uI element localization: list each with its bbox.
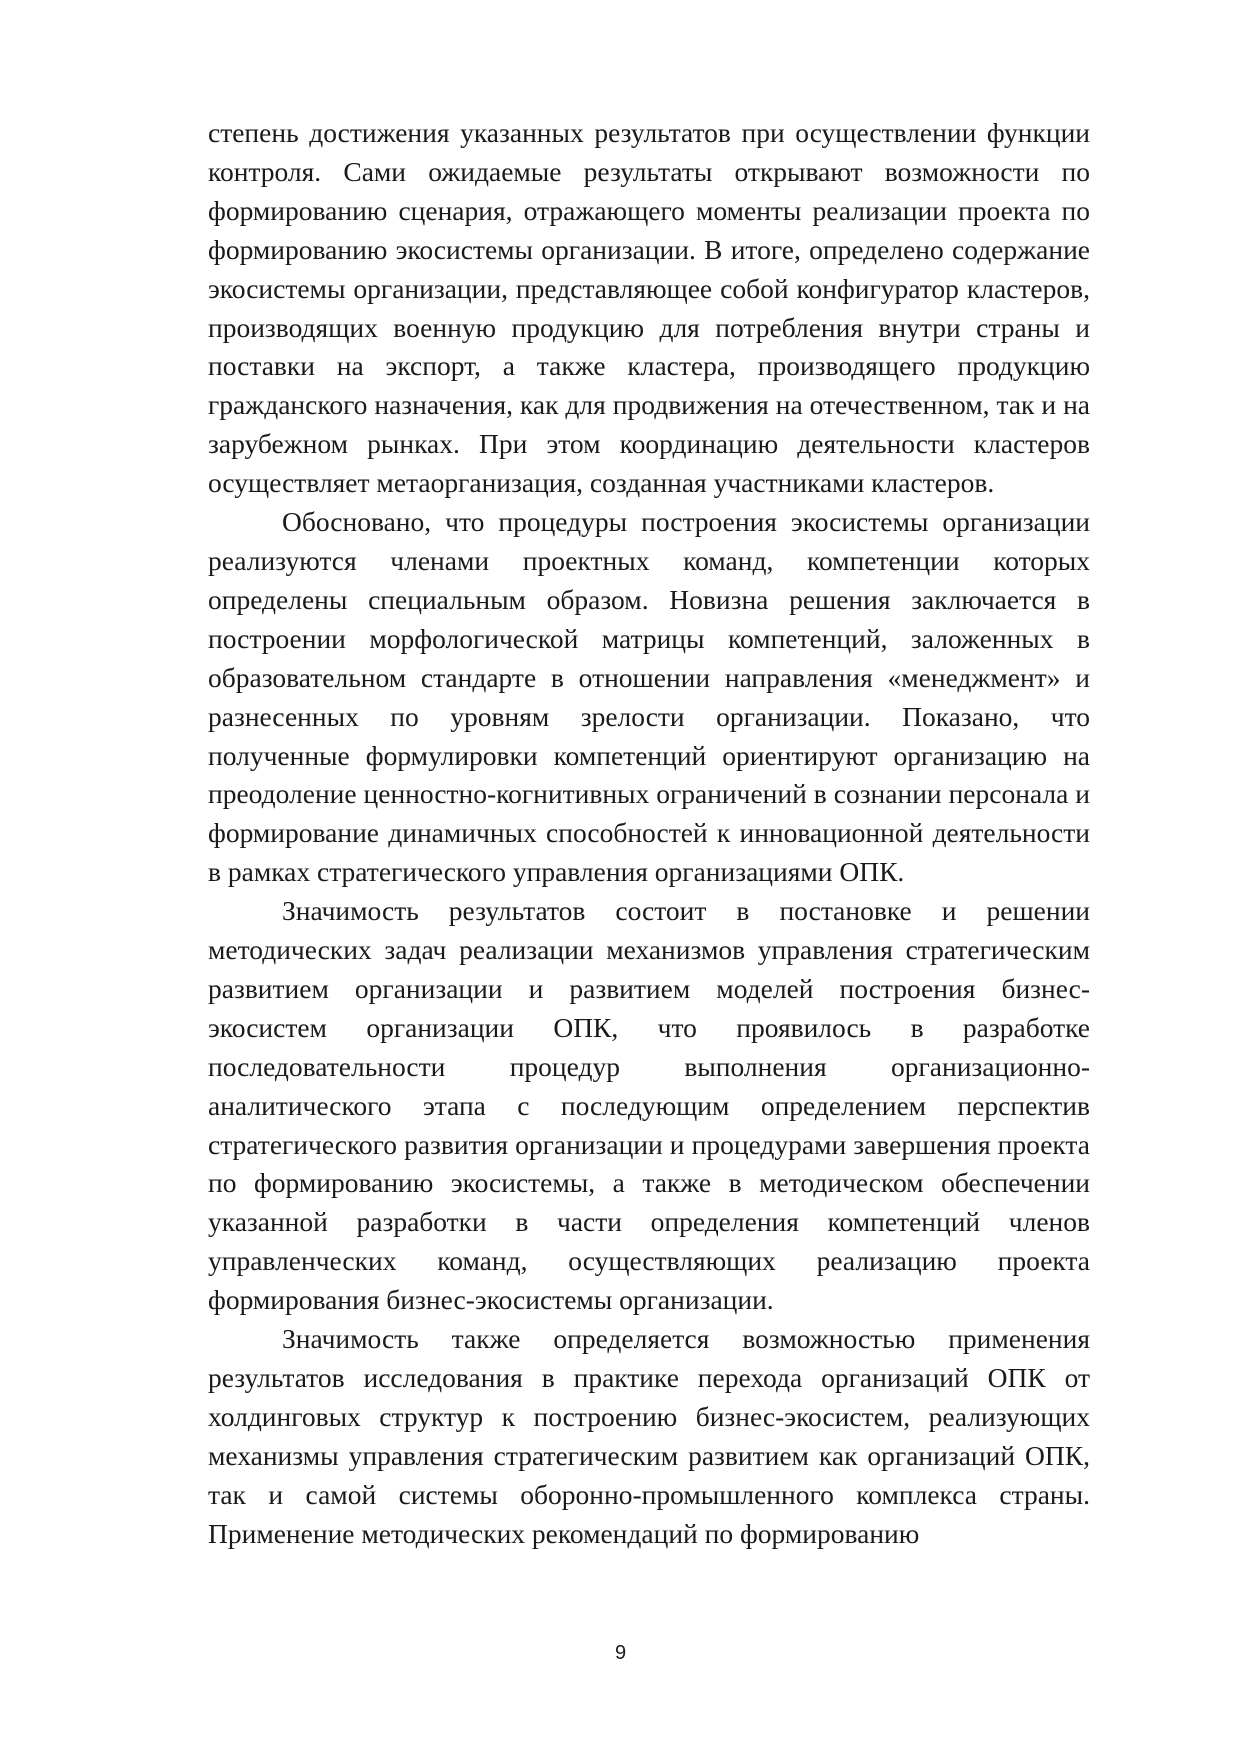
paragraph-significance-results: Значимость результатов состоит в постановке и решении методических задач реализации механизмов управления стратегическим развитием организации и развитием моделей построения бизнес-экосистем организации ОПК, что проявилось в разработке последовательности процедур выполнения организационно-аналитического этапа с последующим определением перспектив стратегического развития организации и процедурами завершения проекта по формированию экосистемы, а также в методическом обеспечении указанной разработки в части определения компетенций членов управленческих команд, осуществляющих реализацию проекта формирования бизнес-экосистемы организации.: [208, 895, 1090, 1316]
paragraph-continuation: степень достижения указанных результатов при осуществлении функции контроля. Сами ожидаемые результаты открывают возможности по формированию сценария, отражающего моменты реализации проекта по формированию экосистемы организации. В итоге, определено содержание экосистемы организации, представляющее собой конфигуратор кластеров, производящих военную продукцию для потребления внутри страны и поставки на экспорт, а также кластера, производящего продукцию гражданского назначения, как для продвижения на отечественном, так и на зарубежном рынках. При этом координацию деятельности кластеров осуществляет метаорганизация, созданная участниками кластеров.: [208, 117, 1090, 499]
body-text: [208, 114, 1090, 1554]
page-number: 9: [614, 1642, 627, 1664]
paragraph-procedures: Обосновано, что процедуры построения экосистемы организации реализуются членами проектных команд, компетенции которых определены специальным образом. Новизна решения заключается в построении морфологической матрицы компетенций, заложенных в образовательном стандарте в отношении направления «менеджмент» и разнесенных по уровням зрелости организации. Показано, что полученные формулировки компетенций ориентируют организацию на преодоление ценностно-когнитивных ограничений в сознании персонала и формирование динамичных способностей к инновационной деятельности в рамках стратегического управления организациями ОПК.: [208, 506, 1090, 888]
paragraph-significance-application: Значимость также определяется возможностью применения результатов исследования в практике перехода организаций ОПК от холдинговых структур к построению бизнес-экосистем, реализующих механизмы управления стратегическим развитием как организаций ОПК, так и самой системы оборонно-промышленного комплекса страны. Применение методических рекомендаций по формированию: [208, 1323, 1090, 1549]
